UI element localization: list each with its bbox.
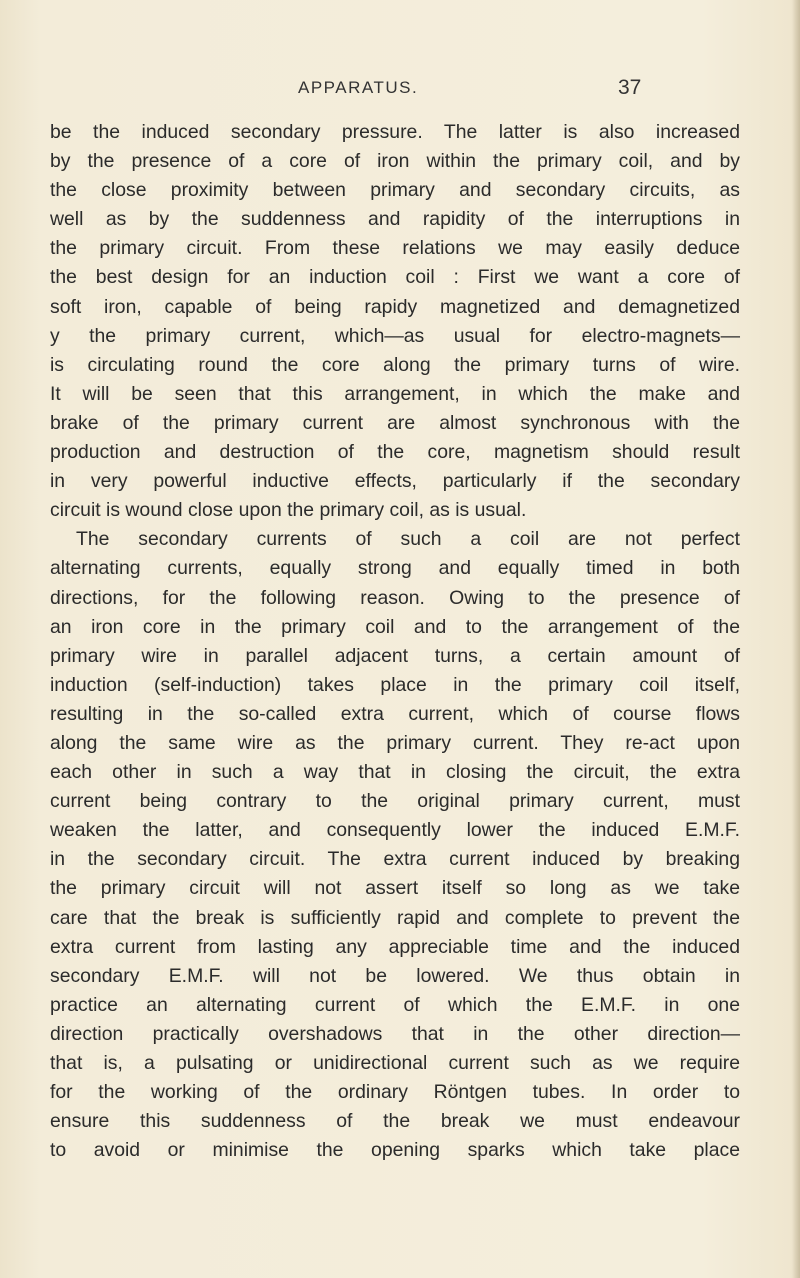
text-line: well as by the suddenness and rapidity of the interruptions in bbox=[50, 208, 740, 231]
text-line: soft iron, capable of being rapidy magnetized and demagnetized bbox=[50, 295, 740, 318]
text-line: care that the break is sufficiently rapid and complete to prevent the bbox=[50, 906, 740, 929]
text-line: directions, for the following reason. Owing to the presence of bbox=[50, 586, 740, 609]
text-line: to avoid or minimise the opening sparks which take place bbox=[50, 1139, 740, 1162]
page-edge-shadow bbox=[792, 0, 800, 1278]
text-line: be the induced secondary pressure. The latter is also increased bbox=[50, 121, 740, 143]
text-line: the best design for an induction coil : First we want a core of bbox=[50, 266, 740, 289]
text-line: the primary circuit will not assert itself so long as we take bbox=[50, 877, 740, 900]
text-line: by the presence of a core of iron within the primary coil, and by bbox=[50, 150, 740, 173]
running-title: APPARATUS. bbox=[298, 78, 419, 97]
text-line: brake of the primary current are almost synchronous with the bbox=[50, 411, 740, 434]
text-line: production and destruction of the core, magnetism should result bbox=[50, 441, 740, 464]
text-line: resulting in the so-called extra current, which of course flows bbox=[50, 702, 740, 725]
text-line: along the same wire as the primary current. They re-act upon bbox=[50, 731, 740, 754]
text-line: The secondary currents of such a coil are not perfect bbox=[76, 528, 740, 551]
text-line: direction practically overshadows that in the other direction— bbox=[50, 1022, 740, 1045]
page-number: 37 bbox=[618, 76, 642, 99]
running-head bbox=[0, 78, 800, 108]
text-line: the close proximity between primary and secondary circuits, as bbox=[50, 179, 740, 202]
text-line: for the working of the ordinary Röntgen tubes. In order to bbox=[50, 1081, 740, 1104]
text-line: an iron core in the primary coil and to the arrangement of the bbox=[50, 615, 740, 638]
text-line: in very powerful inductive effects, particularly if the secondary bbox=[50, 470, 740, 493]
body-text bbox=[50, 118, 740, 1165]
text-line: weaken the latter, and consequently lower the induced E.M.F. bbox=[50, 819, 740, 842]
text-line: the primary circuit. From these relations we may easily deduce bbox=[50, 237, 740, 260]
text-line: that is, a pulsating or unidirectional current such as we require bbox=[50, 1052, 740, 1074]
text-line: y the primary current, which—as usual for electro-magnets— bbox=[50, 324, 740, 347]
text-line: It will be seen that this arrangement, in which the make and bbox=[50, 382, 740, 405]
text-line: secondary E.M.F. will not be lowered. We thus obtain in bbox=[50, 964, 740, 987]
text-line: induction (self-induction) takes place in the primary coil itself, bbox=[50, 673, 740, 696]
text-line: current being contrary to the original primary current, must bbox=[50, 790, 740, 813]
text-line: primary wire in parallel adjacent turns, a certain amount of bbox=[50, 644, 740, 667]
text-line: is circulating round the core along the primary turns of wire. bbox=[50, 353, 740, 376]
text-line: each other in such a way that in closing the circuit, the extra bbox=[50, 761, 740, 784]
text-line: circuit is wound close upon the primary coil, as is usual. bbox=[50, 499, 527, 522]
text-line: ensure this suddenness of the break we must endeavour bbox=[50, 1110, 740, 1133]
text-line: in the secondary circuit. The extra current induced by breaking bbox=[50, 848, 740, 871]
text-line: practice an alternating current of which the E.M.F. in one bbox=[50, 993, 740, 1016]
text-line: alternating currents, equally strong and equally timed in both bbox=[50, 557, 740, 580]
text-line: extra current from lasting any appreciable time and the induced bbox=[50, 935, 740, 958]
